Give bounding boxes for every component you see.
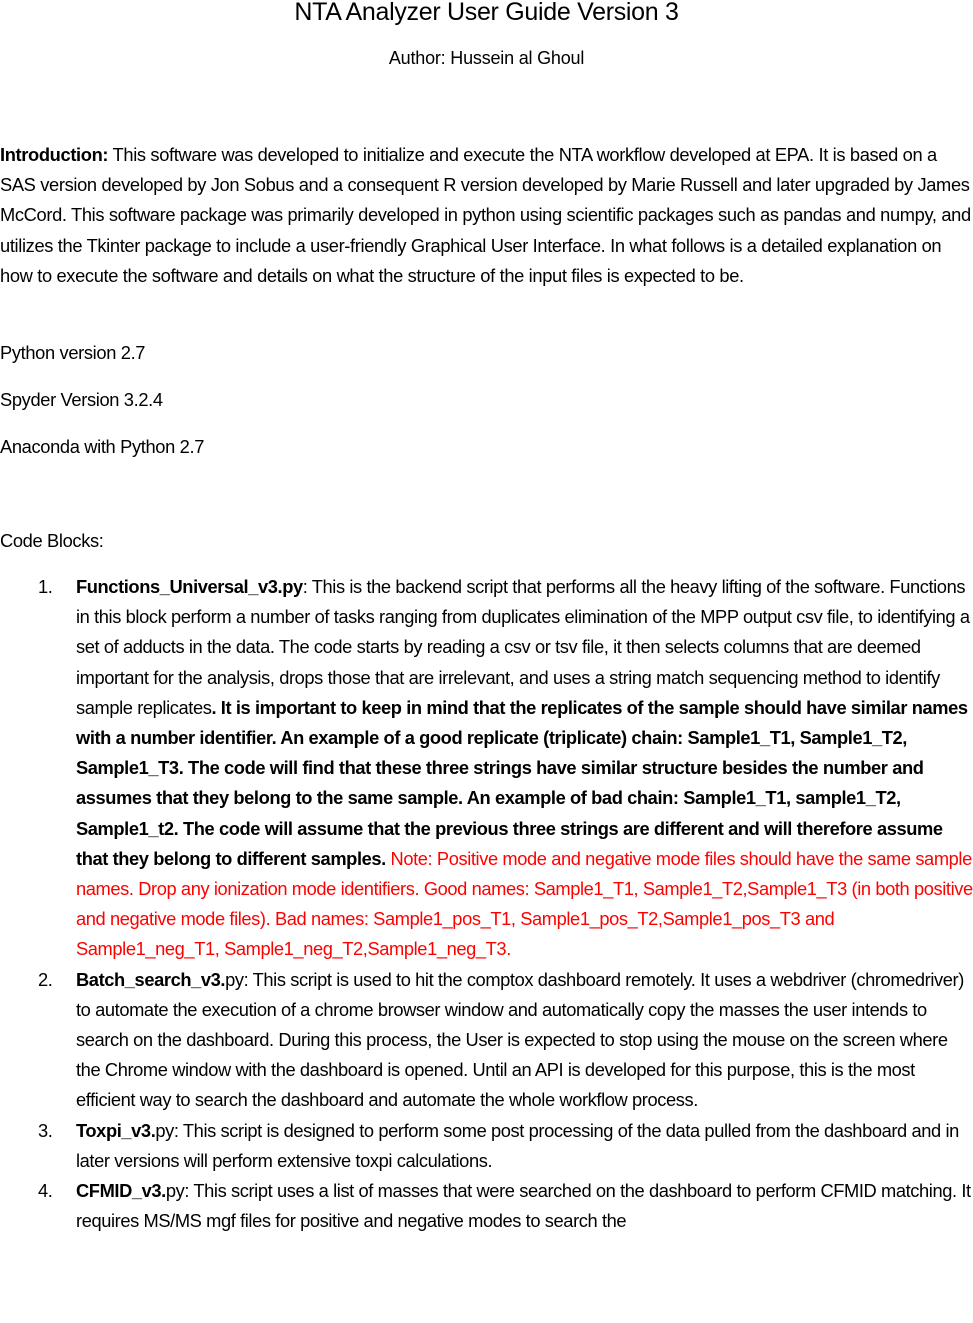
list-item [0, 1116, 973, 1176]
script-name: Toxpi_v3. [76, 1119, 156, 1141]
introduction-text: This software was developed to initialize and execute the NTA workflow developed at EPA. It is based on a SAS version developed by Jon Sobus and a consequent R version developed by Marie Russell and later upgraded by James McCord. This software package was primarily developed in python using scientific packages such as pandas and numpy, and utilizes the Tkinter package to include a user-friendly Graphical User Interface. In what follows is a detailed explanation on how to execute the software and details on what the structure of the input files is expected to be. [0, 144, 971, 286]
anaconda-version: Anaconda with Python 2.7 [0, 436, 205, 457]
code-blocks-list [0, 572, 973, 1236]
document-title: NTA Analyzer User Guide Version 3 [294, 0, 679, 26]
item-description: : This script is designed to perform some post processing of the data pulled from the dashboard and in later versions will perform extensive toxpi calculations. [76, 1119, 959, 1171]
list-number: 4. [38, 1180, 53, 1202]
list-number: 1. [38, 576, 53, 597]
red-note: Note: Positive mode and negative mode files should have the same sample names. Drop any ionization mode identifiers. Good names: Sample1_T1, Sample1_T2,Sample1_T3 (in both positive and negative mode files). Bad names: Sample1_pos_T1, Sample1_pos_T2,Sample1_pos_T3 and Sample1_neg_T1, Sample1_neg_T2,Sample1_neg_T3. [76, 847, 973, 960]
list-item [0, 1176, 973, 1236]
list-number: 3. [38, 1119, 53, 1141]
list-item [0, 572, 973, 965]
item-description: : This script uses a list of masses that were searched on the dashboard to perform CFMID matching. It requires MS/MS mgf files for positive and negative modes to search the [76, 1180, 971, 1232]
item-description: : This is the backend script that performs all the heavy lifting of the software. Functions in this block perform a number of tasks ranging from duplicates elimination of the MPP output csv file, to identifying a set of adducts in the data. The code starts by reading a csv or tsv file, it then selects columns that are deemed important for the analysis, drops those that are irrelevant, and uses a string match sequencing method to identify sample replicates [76, 576, 970, 718]
important-notice: . It is important to keep in mind that the replicates of the sample should have similar names with a number identifier. An example of a good replicate (triplicate) chain: Sample1_T1, Sample1_T2, Sample1_T3. The code will find that these three strings have similar structure besides the number and assumes that they belong to the same sample. An example of bad chain: Sample1_T1, sample1_T2, Sample1_t2. The code will assume that the previous three strings are different and will therefore assume that they belong to different samples. [76, 696, 968, 869]
introduction-paragraph [0, 140, 973, 291]
script-name: CFMID_v3. [76, 1180, 166, 1202]
code-blocks-heading: Code Blocks: [0, 530, 104, 551]
script-extension: py [155, 1119, 174, 1141]
item-description: : This script is used to hit the comptox dashboard remotely. It uses a webdriver (chromedriver) to automate the execution of a chrome browser window and automatically copy the masses the user intends to search on the dashboard. During this process, the User is expected to stop using the mouse on the screen where the Chrome window with the dashboard is opened. Until an API is developed for this purpose, this is the most efficient way to search the dashboard and automate the whole workflow process. [76, 968, 964, 1111]
script-extension: py [165, 1180, 185, 1202]
script-extension: py [225, 968, 244, 990]
list-item [0, 965, 973, 1116]
list-number: 2. [38, 968, 53, 990]
python-version: Python version 2.7 [0, 342, 146, 363]
author-line: Author: Hussein al Ghoul [388, 48, 585, 68]
script-name: Functions_Universal_v3.py [76, 576, 303, 597]
spyder-version: Spyder Version 3.2.4 [0, 389, 163, 410]
script-name: Batch_search_v3. [76, 968, 226, 990]
introduction-label: Introduction: [0, 144, 109, 165]
